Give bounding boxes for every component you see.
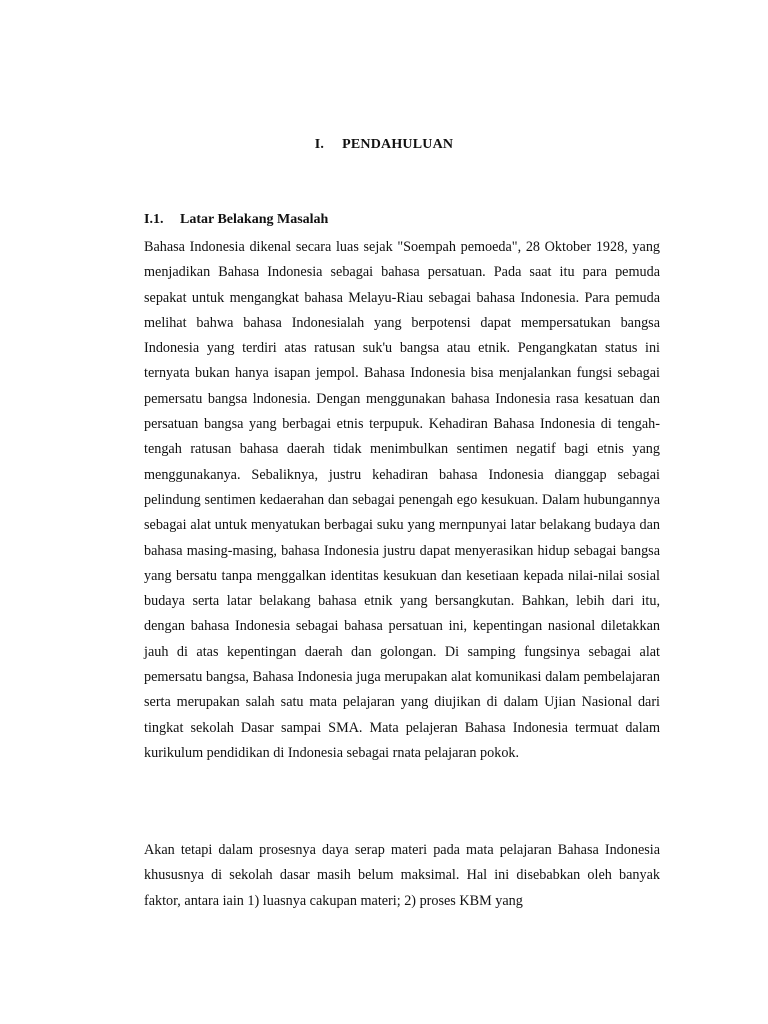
body-paragraph: Bahasa Indonesia dikenal secara luas sejak "Soempah pemoeda", 28 Oktober 1928, yang menjadikan Bahasa Indonesia sebagai bahasa persatuan. Pada saat itu para pemuda sepakat untuk mengangkat bahasa Melayu-Riau sebagai bahasa Indonesia. Para pemuda melihat bahwa bahasa Indonesialah yang berpotensi dapat mempersatukan bangsa Indonesia yang terdiri atas ratusan suk'u bangsa atau etnik. Pengangkatan status ini ternyata bukan hanya isapan jempol. Bahasa Indonesia bisa menjalankan fungsi sebagai pemersatu bangsa lndonesia. Dengan menggunakan bahasa Indonesia rasa kesatuan dan persatuan bangsa yang berbagai etnis terpupuk. Kehadiran Bahasa Indonesia di tengah-tengah ratusan bahasa daerah tidak menimbulkan sentimen negatif bagi etnis yang menggunakanya. Sebaliknya, justru kehadiran bahasa Indonesia dianggap sebagai pelindung sentimen kedaerahan dan sebagai penengah ego kesukuan. Dalam hubungannya sebagai alat untuk menyatukan berbagai suku yang mernpunyai latar belakang budaya dan bahasa masing-masing, bahasa Indonesia justru dapat menyerasikan hidup sebagai bangsa yang bersatu tanpa menggalkan identitas kesukuan dan kesetiaan kepada nilai-nilai sosial budaya serta latar belakang bahasa etnik yang bersangkutan. Bahkan, lebih dari itu, dengan bahasa Indonesia sebagai bahasa persatuan ini, kepentingan nasional diletakkan jauh di atas kepentingan daerah dan golongan. Di samping fungsinya sebagai alat pemersatu bangsa, Bahasa Indonesia juga merupakan alat komunikasi dalam pembelajaran serta merupakan salah satu mata pelajaran yang diujikan di dalam Ujian Nasional dari tingkat sekolah Dasar sampai SMA. Mata pelajeran Bahasa Indonesia termuat dalam kurikulum pendidikan di Indonesia sebagai rnata pelajaran pokok. [144,239,660,761]
section-number: I.1. [144,212,164,227]
chapter-title [0,137,768,153]
section-heading [144,212,328,228]
section-title-text: Latar Belakang Masalah [180,212,329,227]
chapter-number: I. [314,137,325,152]
body-paragraph: Akan tetapi dalam prosesnya daya serap materi pada mata pelajaran Bahasa Indonesia khususnya di sekolah dasar masih belum maksimal. Hal ini disebabkan oleh banyak faktor, antara iain 1) luasnya cakupan materi; 2) proses KBM yang [144,842,660,909]
chapter-title-text: PENDAHULUAN [342,137,454,152]
